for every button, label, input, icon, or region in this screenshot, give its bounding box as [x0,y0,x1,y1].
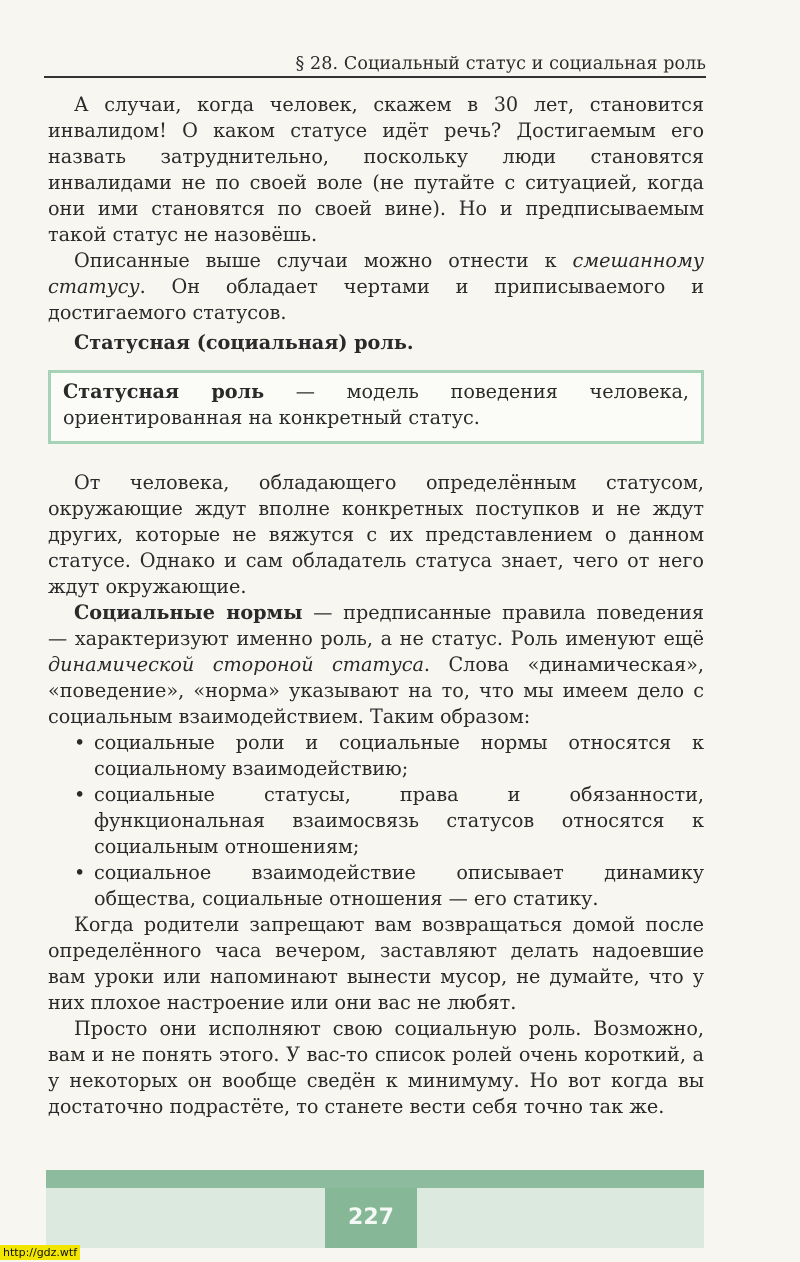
watermark-link[interactable]: http://gdz.wtf [0,1245,80,1260]
paragraph-parents: Когда родители запрещают вам возвращаться домой после определённого часа вечером, заставляют делать надоевшие вам уроки или напоминают вынести мусор, не думайте, что у них плохое настроение или они вас не любят. [48,913,704,1014]
page-number: 227 [325,1188,417,1248]
bullet-icon: • [74,783,86,806]
term-social-norms: Социальные нормы [74,601,303,624]
term-mixed-status: смешанному статусу [48,249,704,298]
list-item-text: социальные роли и социальные нормы относятся к социальному взаимодействию; [94,731,704,780]
list-item [74,730,704,782]
list-item [74,782,704,860]
paragraph-expectations: От человека, обладающего определённым статусом, окружающие ждут вполне конкретных поступков и не ждут других, которые не вяжутся с их представлением о данном статусе. Однако и сам обладатель статуса знает, чего от него ждут окружающие. [48,471,704,598]
definition-box [48,370,704,444]
text: — предписанные правила поведения — характеризуют именно роль, а не статус. Роль именуют ещё [48,601,704,650]
list-item-text: социальные статусы, права и обязанности, функциональная взаимосвязь статусов относятся к социальным отношениям; [94,783,704,858]
bullet-icon: • [74,861,86,884]
term-dynamic-side: динамической стороной статуса [48,653,424,676]
text: Описанные выше случаи можно отнести к [74,249,573,272]
section-heading: Статусная (социальная) роль. [74,331,414,354]
paragraph-social-norms [48,600,704,730]
list-item [74,860,704,912]
running-header: § 28. Социальный статус и социальная роль [44,54,706,78]
page-body [48,92,704,1120]
bullet-list [48,730,704,912]
paragraph-disability: А случаи, когда человек, скажем в 30 лет, становится инвалидом! О каком статусе идёт речь? Достигаемым его назвать затруднительно, поскольку люди становятся инвалидами не по своей воле (не путайте с ситуацией, когда они ими становятся по своей вине). Но и предписываемым такой статус не назовёшь. [48,93,704,246]
definition-term: Статусная роль [63,380,265,403]
footer-stripe [46,1170,704,1188]
bullet-icon: • [74,731,86,754]
paragraph-social-role: Просто они исполняют свою социальную роль. Возможно, вам и не понять этого. У вас-то список ролей очень короткий, а у некоторых он вообще сведён к минимуму. Но вот когда вы достаточно подрастёте, то станете вести себя точно так же. [48,1017,704,1118]
list-item-text: социальное взаимодействие описывает динамику общества, социальные отношения — его статику. [94,861,704,910]
text: . Он обладает чертами и приписываемого и достигаемого статусов. [48,275,704,324]
definition-body: — модель поведения человека, ориентированная на конкретный статус. [63,380,690,429]
definition-text [63,379,689,431]
paragraph-mixed-status [48,248,704,326]
text: . Слова «динамическая», «поведение», «норма» указывают на то, что мы имеем дело с социальным взаимодействием. Таким образом: [48,653,705,728]
